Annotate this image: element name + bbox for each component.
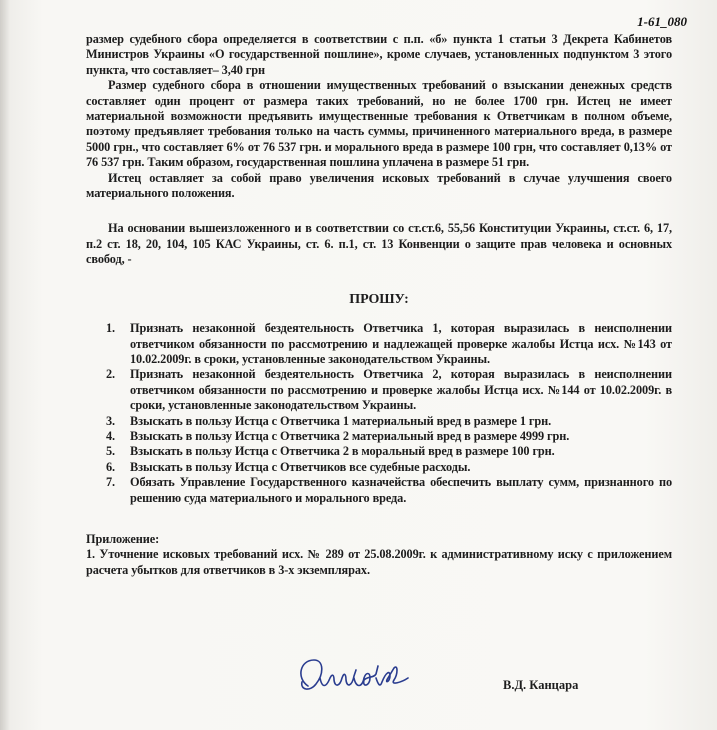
- appendix: [86, 532, 672, 578]
- list-item-number: 5.: [106, 444, 116, 459]
- list-item-number: 3.: [106, 413, 116, 428]
- list-item-text: Взыскать в пользу Истца с Ответчиков все судебные расходы.: [130, 459, 471, 474]
- list-item-text: Взыскать в пользу Истца с Ответчика 2 материальный вред в размере 4999 грн.: [130, 428, 570, 443]
- list-item: [86, 429, 672, 444]
- request-heading: ПРОШУ:: [349, 291, 409, 307]
- list-item-number: 4.: [106, 428, 116, 443]
- paragraph-reserve-right: Истец оставляет за собой право увеличения исковых требований в случае улучшения своего материального положения.: [86, 170, 672, 201]
- document-id: 1-61_080: [637, 14, 687, 29]
- list-item-text: Взыскать в пользу Истца с Ответчика 1 материальный вред в размере 1 грн.: [130, 413, 552, 428]
- list-item-number: 1.: [106, 321, 116, 336]
- document-body: [86, 32, 672, 578]
- list-item-text: Признать незаконной бездеятельность Ответчика 2, которая выразилась в неисполнении ответчиком обязанности по рассмотрению и проверке жалобы Истца исх. №144 от 10.02.2009г. в сроки, установленные законодательством Украины.: [130, 367, 672, 413]
- list-item-number: 2.: [106, 367, 116, 382]
- list-item: [86, 475, 672, 506]
- paragraph-court-fee: размер судебного сбора определяется в соответствии с п.п. «б» пункта 1 статьи 3 Декрета Кабинетов Министров Украины «О государственной пошлине», кроме случаев, установленных подпунктом 3 этого пункта, что составляет– 3,40 грн: [86, 32, 672, 77]
- list-item-number: 7.: [106, 475, 116, 490]
- list-item-text: Признать незаконной бездеятельность Ответчика 1, которая выразилась в неисполнении ответчиком обязанности по рассмотрению и надлежащей проверке жалобы Истца исх. №143 от 10.02.2009г. в сроки, установленные законодательством Украины.: [130, 321, 672, 366]
- list-item: [86, 321, 672, 367]
- list-item: [86, 367, 672, 413]
- list-item: [86, 460, 672, 475]
- scan-edge-shadow: [0, 0, 10, 730]
- list-item-text: Взыскать в пользу Истца с Ответчика 2 в моральный вред в размере 100 грн.: [130, 444, 555, 459]
- handwritten-signature: [290, 648, 430, 708]
- paragraph-legal-basis: На основании вышеизложенного и в соответствии со ст.ст.6, 55,56 Конституции Украины, ст.ст. 6, 17, п.2 ст. 18, 20, 104, 105 КАС Украины, ст. 6. п.1, ст. 13 Конвенции о защите прав человека и основных свобод, -: [86, 221, 672, 267]
- list-item: [86, 414, 672, 429]
- list-item: [86, 444, 672, 459]
- appendix-text: 1. Уточнение исковых требований исх. № 289 от 25.08.2009г. к административному иску с приложением расчета убытков для ответчиков в 3-х экземплярах.: [86, 547, 672, 577]
- appendix-title: Приложение:: [86, 531, 160, 546]
- list-item-text: Обязать Управление Государственного казначейства обеспечить выплату сумм, признанного по решению суда материального и морального вреда.: [130, 475, 672, 505]
- list-item-number: 6.: [106, 459, 116, 474]
- paragraph-property-claims: Размер судебного сбора в отношении имущественных требований о взыскании денежных средств составляет один процент от размера таких требований, но не более 1700 грн. Истец не имеет материальной возможности предъявить имущественные требования к Ответчикам в полном объеме, поэтому предъявляет требования только на часть суммы, причиненного материального вреда, в размере 5000 грн., что составляет 6% от 76 537 грн. и морального вреда в размере 100 грн, что составляет 0,13% от 76 537 грн. Таким образом, государственная пошлина уплачена в размере 51 грн.: [86, 78, 672, 170]
- signer-name: В.Д. Канцара: [503, 678, 579, 692]
- request-list: [86, 321, 672, 506]
